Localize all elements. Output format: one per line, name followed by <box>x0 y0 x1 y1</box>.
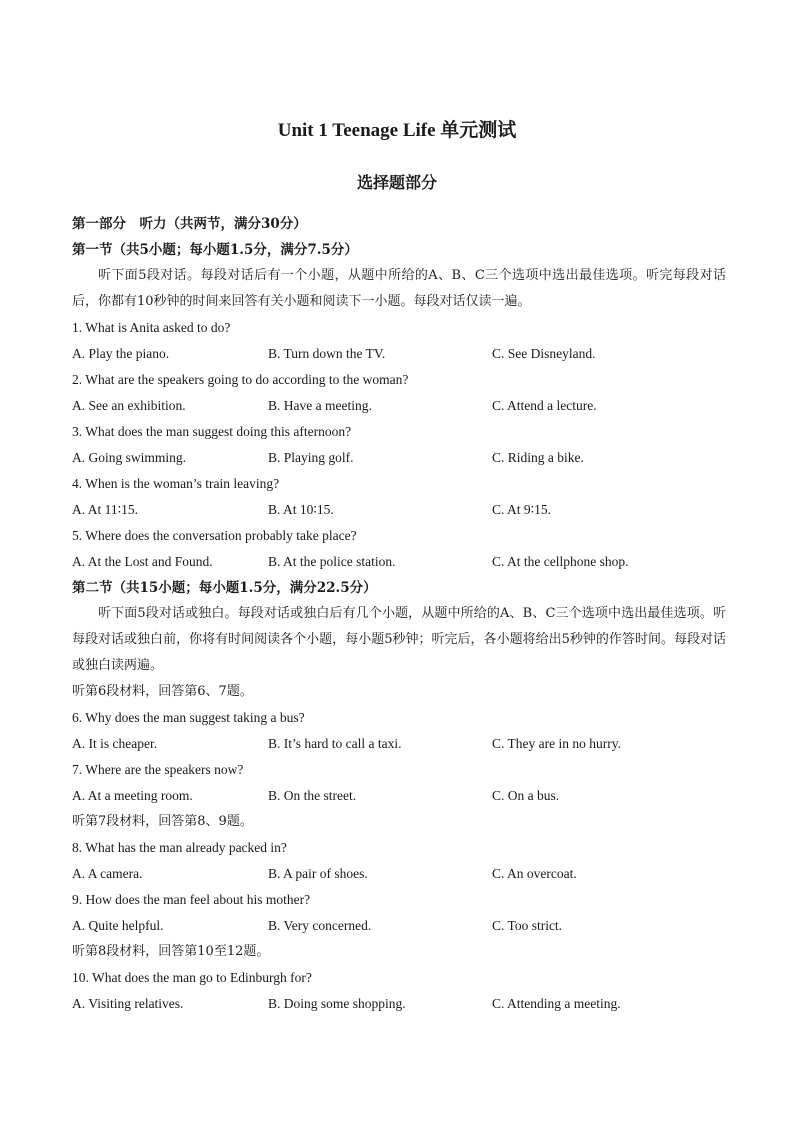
option-a: A. Going swimming. <box>72 450 187 465</box>
option-b: B. On the street. <box>268 788 357 803</box>
section2-instructions: 听下面5段对话或独白。每段对话或独白后有几个小题，从题中所给的A、B、C三个选项中选出最佳选项。听每段对话或独白前，你将有时间阅读各个小题，每小题5秒钟；听完后，各小题将给出5秒钟的作答时间。每段对话或独白读两遍。 <box>72 606 726 673</box>
option-b: B. Doing some shopping. <box>268 996 406 1011</box>
option-a: A. Visiting relatives. <box>72 996 184 1011</box>
option-b: B. It’s hard to call a taxi. <box>268 736 402 751</box>
question-10: 10. What does the man go to Edinburgh for? <box>72 970 312 985</box>
option-c: C. Attend a lecture. <box>492 398 597 413</box>
question-6: 6. Why does the man suggest taking a bus? <box>72 710 305 725</box>
section1-heading: 第一节（共5小题；每小题1.5分，满分7.5分） <box>72 242 358 258</box>
section1-instructions: 听下面5段对话。每段对话后有一个小题，从题中所给的A、B、C三个选项中选出最佳选项。听完每段对话后，你都有10秒钟的时间来回答有关小题和阅读下一小题。每段对话仅读一遍。 <box>72 268 726 309</box>
material-8-note: 听第8段材料，回答第10至12题。 <box>72 944 270 959</box>
page-subtitle: 选择题部分 <box>356 173 437 192</box>
question-4-options <box>72 497 726 523</box>
option-c: C. See Disneyland. <box>492 346 596 361</box>
option-c: C. They are in no hurry. <box>492 736 621 751</box>
option-c: C. At 9∶15. <box>492 502 552 517</box>
option-a: A. It is cheaper. <box>72 736 158 751</box>
option-a: A. At a meeting room. <box>72 788 193 803</box>
question-5-options <box>72 549 726 575</box>
option-b: B. At 10∶15. <box>268 502 334 517</box>
option-a: A. Quite helpful. <box>72 918 164 933</box>
question-8-options <box>72 861 726 887</box>
option-b: B. Turn down the TV. <box>268 346 386 361</box>
option-c: C. An overcoat. <box>492 866 577 881</box>
question-6-options <box>72 731 726 757</box>
page-title: Unit 1 Teenage Life 单元测试 <box>277 120 517 141</box>
option-a: A. See an exhibition. <box>72 398 186 413</box>
question-9-options <box>72 913 726 939</box>
option-c: C. On a bus. <box>492 788 560 803</box>
question-3: 3. What does the man suggest doing this afternoon? <box>72 424 352 439</box>
question-8: 8. What has the man already packed in? <box>72 840 287 855</box>
part1-heading: 第一部分 听力（共两节，满分30分） <box>72 216 307 232</box>
question-1: 1. What is Anita asked to do? <box>72 320 231 335</box>
option-b: B. At the police station. <box>268 554 396 569</box>
question-2-options <box>72 393 726 419</box>
section2-heading: 第二节（共15小题；每小题1.5分，满分22.5分） <box>72 580 377 596</box>
question-5: 5. Where does the conversation probably take place? <box>72 528 357 543</box>
option-b: B. Very concerned. <box>268 918 372 933</box>
question-7: 7. Where are the speakers now? <box>72 762 244 777</box>
document-body <box>72 211 726 1017</box>
material-6-note: 听第6段材料，回答第6、7题。 <box>72 684 253 699</box>
option-b: B. A pair of shoes. <box>268 866 368 881</box>
option-c: C. Too strict. <box>492 918 563 933</box>
option-b: B. Playing golf. <box>268 450 354 465</box>
option-c: C. At the cellphone shop. <box>492 554 629 569</box>
question-2: 2. What are the speakers going to do according to the woman? <box>72 372 409 387</box>
option-a: A. A camera. <box>72 866 143 881</box>
question-7-options <box>72 783 726 809</box>
option-c: C. Attending a meeting. <box>492 996 621 1011</box>
option-a: A. At 11∶15. <box>72 502 139 517</box>
material-7-note: 听第7段材料，回答第8、9题。 <box>72 814 253 829</box>
question-4: 4. When is the woman’s train leaving? <box>72 476 280 491</box>
option-a: A. At the Lost and Found. <box>72 554 213 569</box>
option-a: A. Play the piano. <box>72 346 170 361</box>
option-c: C. Riding a bike. <box>492 450 584 465</box>
option-b: B. Have a meeting. <box>268 398 372 413</box>
question-10-options <box>72 991 726 1017</box>
question-1-options <box>72 341 726 367</box>
question-9: 9. How does the man feel about his mother? <box>72 892 311 907</box>
question-3-options <box>72 445 726 471</box>
